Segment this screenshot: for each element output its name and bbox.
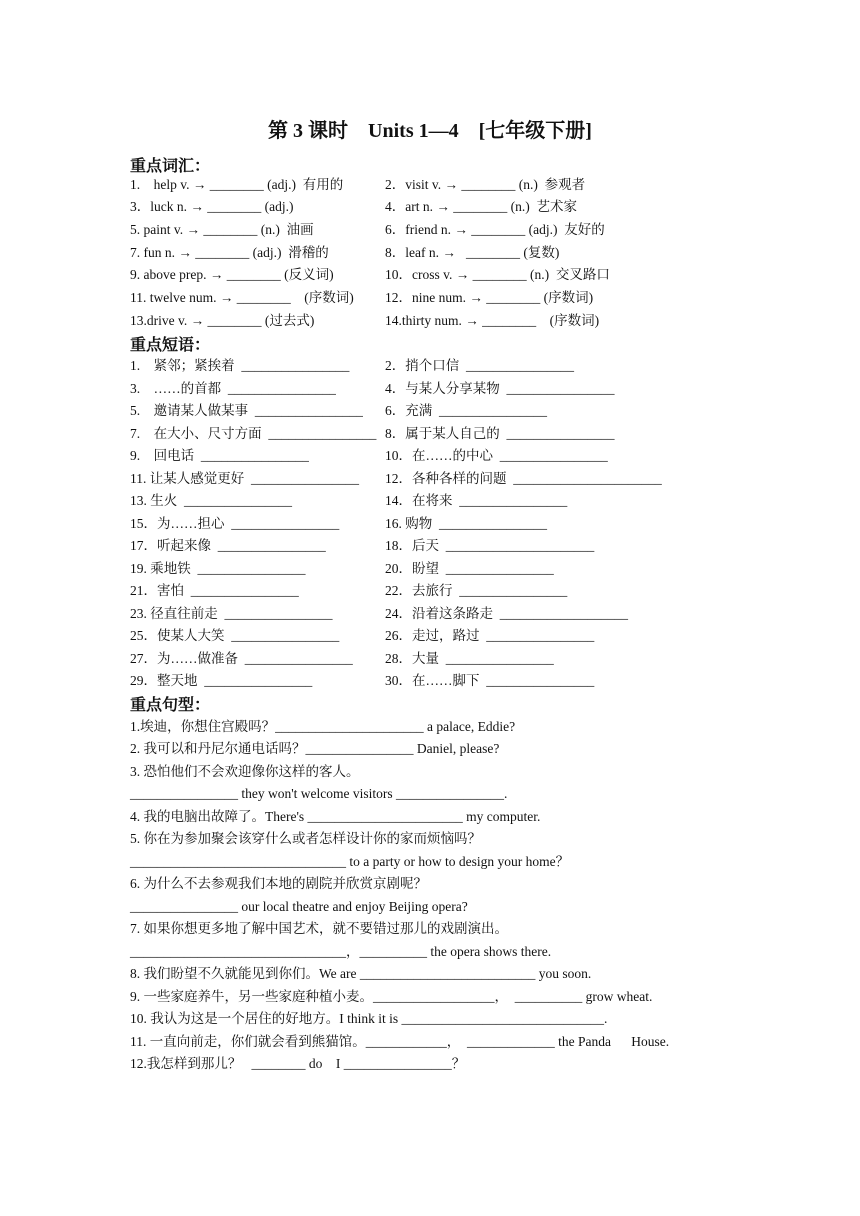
phrase-item-9: 9. 回电话 ________________ [130,448,309,463]
vocab-item-9: 9. above prep. → ________ (反义词) [130,267,334,282]
phrase-item-15: 15．为……担心 ________________ [130,516,340,531]
sentence-line-10: 7. 如果你想更多地了解中国艺术，就不要错过那儿的戏剧演出。 [130,921,508,936]
sentence-line-8: 6. 为什么不去参观我们本地的剧院并欣赏京剧呢？ [130,876,427,891]
phrase-item-17: 17．听起来像 ________________ [130,538,326,553]
phrase-item-22: 22．去旅行 ________________ [385,583,568,598]
phrase-item-28: 28．大量 ________________ [385,651,554,666]
sentence-line-4: ________________ they won't welcome visitors ________________. [130,786,508,801]
phrase-item-16: 16. 购物 ________________ [385,516,547,531]
sentence-line-13: 9. 一些家庭养牛，另一些家庭种植小麦。__________________， __________ grow wheat. [130,989,653,1004]
vocab-item-8: 8．leaf n. → ________ (复数) [385,245,560,260]
sentence-line-14: 10. 我认为这是一个居住的好地方。I think it is ______________________________. [130,1011,608,1026]
phrase-item-12: 12．各种各样的问题 ______________________ [385,471,662,486]
phrase-item-7: 7. 在大小、尺寸方面 ________________ [130,426,377,441]
vocab-item-6: 6．friend n. → ________ (adj.) 友好的 [385,222,605,237]
phrase-item-24: 24．沿着这条路走 ___________________ [385,606,628,621]
vocab-item-10: 10．cross v. → ________ (n.) 交叉路口 [385,267,610,282]
sentence-line-12: 8. 我们盼望不久就能见到你们。We are __________________________ you soon. [130,966,592,981]
phrase-item-6: 6．充满 ________________ [385,403,547,418]
page-title: 第 3 课时 Units 1—4 [七年级下册] [268,120,592,142]
sentence-line-3: 3. 恐怕他们不会欢迎像你这样的客人。 [130,764,360,779]
phrase-item-5: 5. 邀请某人做某事 ________________ [130,403,363,418]
phrase-item-4: 4．与某人分享某物 ________________ [385,381,615,396]
vocab-item-14: 14.thirty num. → ________ (序数词) [385,313,600,328]
sentence-line-15: 11. 一直向前走，你们就会看到熊猫馆。____________， _____________ the Panda House. [130,1034,670,1049]
phrase-item-11: 11. 让某人感觉更好 ________________ [130,471,359,486]
sentence-line-11: ________________________________，__________ the opera shows there. [130,944,552,959]
sentence-line-5: 4. 我的电脑出故障了。There's _______________________ my computer. [130,809,541,824]
phrase-item-25: 25．使某人大笑 ________________ [130,628,340,643]
sentences-heading: 重点句型： [130,697,211,714]
sentence-line-7: ________________________________ to a party or how to design your home？ [130,854,570,869]
vocab-item-4: 4．art n. → ________ (n.) 艺术家 [385,199,577,214]
phrase-item-2: 2．捎个口信 ________________ [385,358,574,373]
sentence-line-16: 12.我怎样到那儿？ ________ do I ________________？ [130,1056,466,1071]
vocab-item-5: 5. paint v. → ________ (n.) 油画 [130,222,314,237]
vocab-item-3: 3．luck n. → ________ (adj.) [130,199,294,214]
phrase-item-14: 14．在将来 ________________ [385,493,568,508]
phrase-item-21: 21．害怕 ________________ [130,583,299,598]
phrase-item-18: 18．后天 ______________________ [385,538,595,553]
vocab-item-11: 11. twelve num. → ________ (序数词) [130,290,354,305]
phrase-item-1: 1. 紧邻；紧挨着 ________________ [130,358,350,373]
phrase-item-27: 27．为……做准备 ________________ [130,651,353,666]
vocab-item-2: 2．visit v. → ________ (n.) 参观者 [385,177,586,192]
phrase-item-8: 8．属于某人自己的 ________________ [385,426,615,441]
vocab-item-12: 12．nine num. → ________ (序数词) [385,290,594,305]
phrases-heading: 重点短语： [130,337,211,354]
phrase-item-19: 19. 乘地铁 ________________ [130,561,306,576]
phrase-item-20: 20．盼望 ________________ [385,561,554,576]
phrase-item-26: 26．走过，路过 ________________ [385,628,595,643]
phrase-item-30: 30．在……脚下 ________________ [385,673,595,688]
phrase-item-13: 13. 生火 ________________ [130,493,292,508]
vocab-item-1: 1. help v. → ________ (adj.) 有用的 [130,177,344,192]
vocab-heading: 重点词汇： [130,158,211,175]
vocab-item-7: 7. fun n. → ________ (adj.) 滑稽的 [130,245,329,260]
phrase-item-10: 10．在……的中心 ________________ [385,448,608,463]
sentence-line-9: ________________ our local theatre and enjoy Beijing opera? [130,899,468,914]
sentence-line-1: 1.埃迪，你想住宫殿吗？______________________ a palace, Eddie? [130,719,516,734]
phrase-item-3: 3. ……的首都 ________________ [130,381,336,396]
phrase-item-29: 29．整天地 ________________ [130,673,313,688]
vocab-item-13: 13.drive v. → ________ (过去式) [130,313,315,328]
sentence-line-2: 2. 我可以和丹尼尔通电话吗？________________ Daniel, please? [130,741,500,756]
phrase-item-23: 23. 径直往前走 ________________ [130,606,333,621]
sentence-line-6: 5. 你在为参加聚会该穿什么或者怎样设计你的家而烦恼吗？ [130,831,481,846]
